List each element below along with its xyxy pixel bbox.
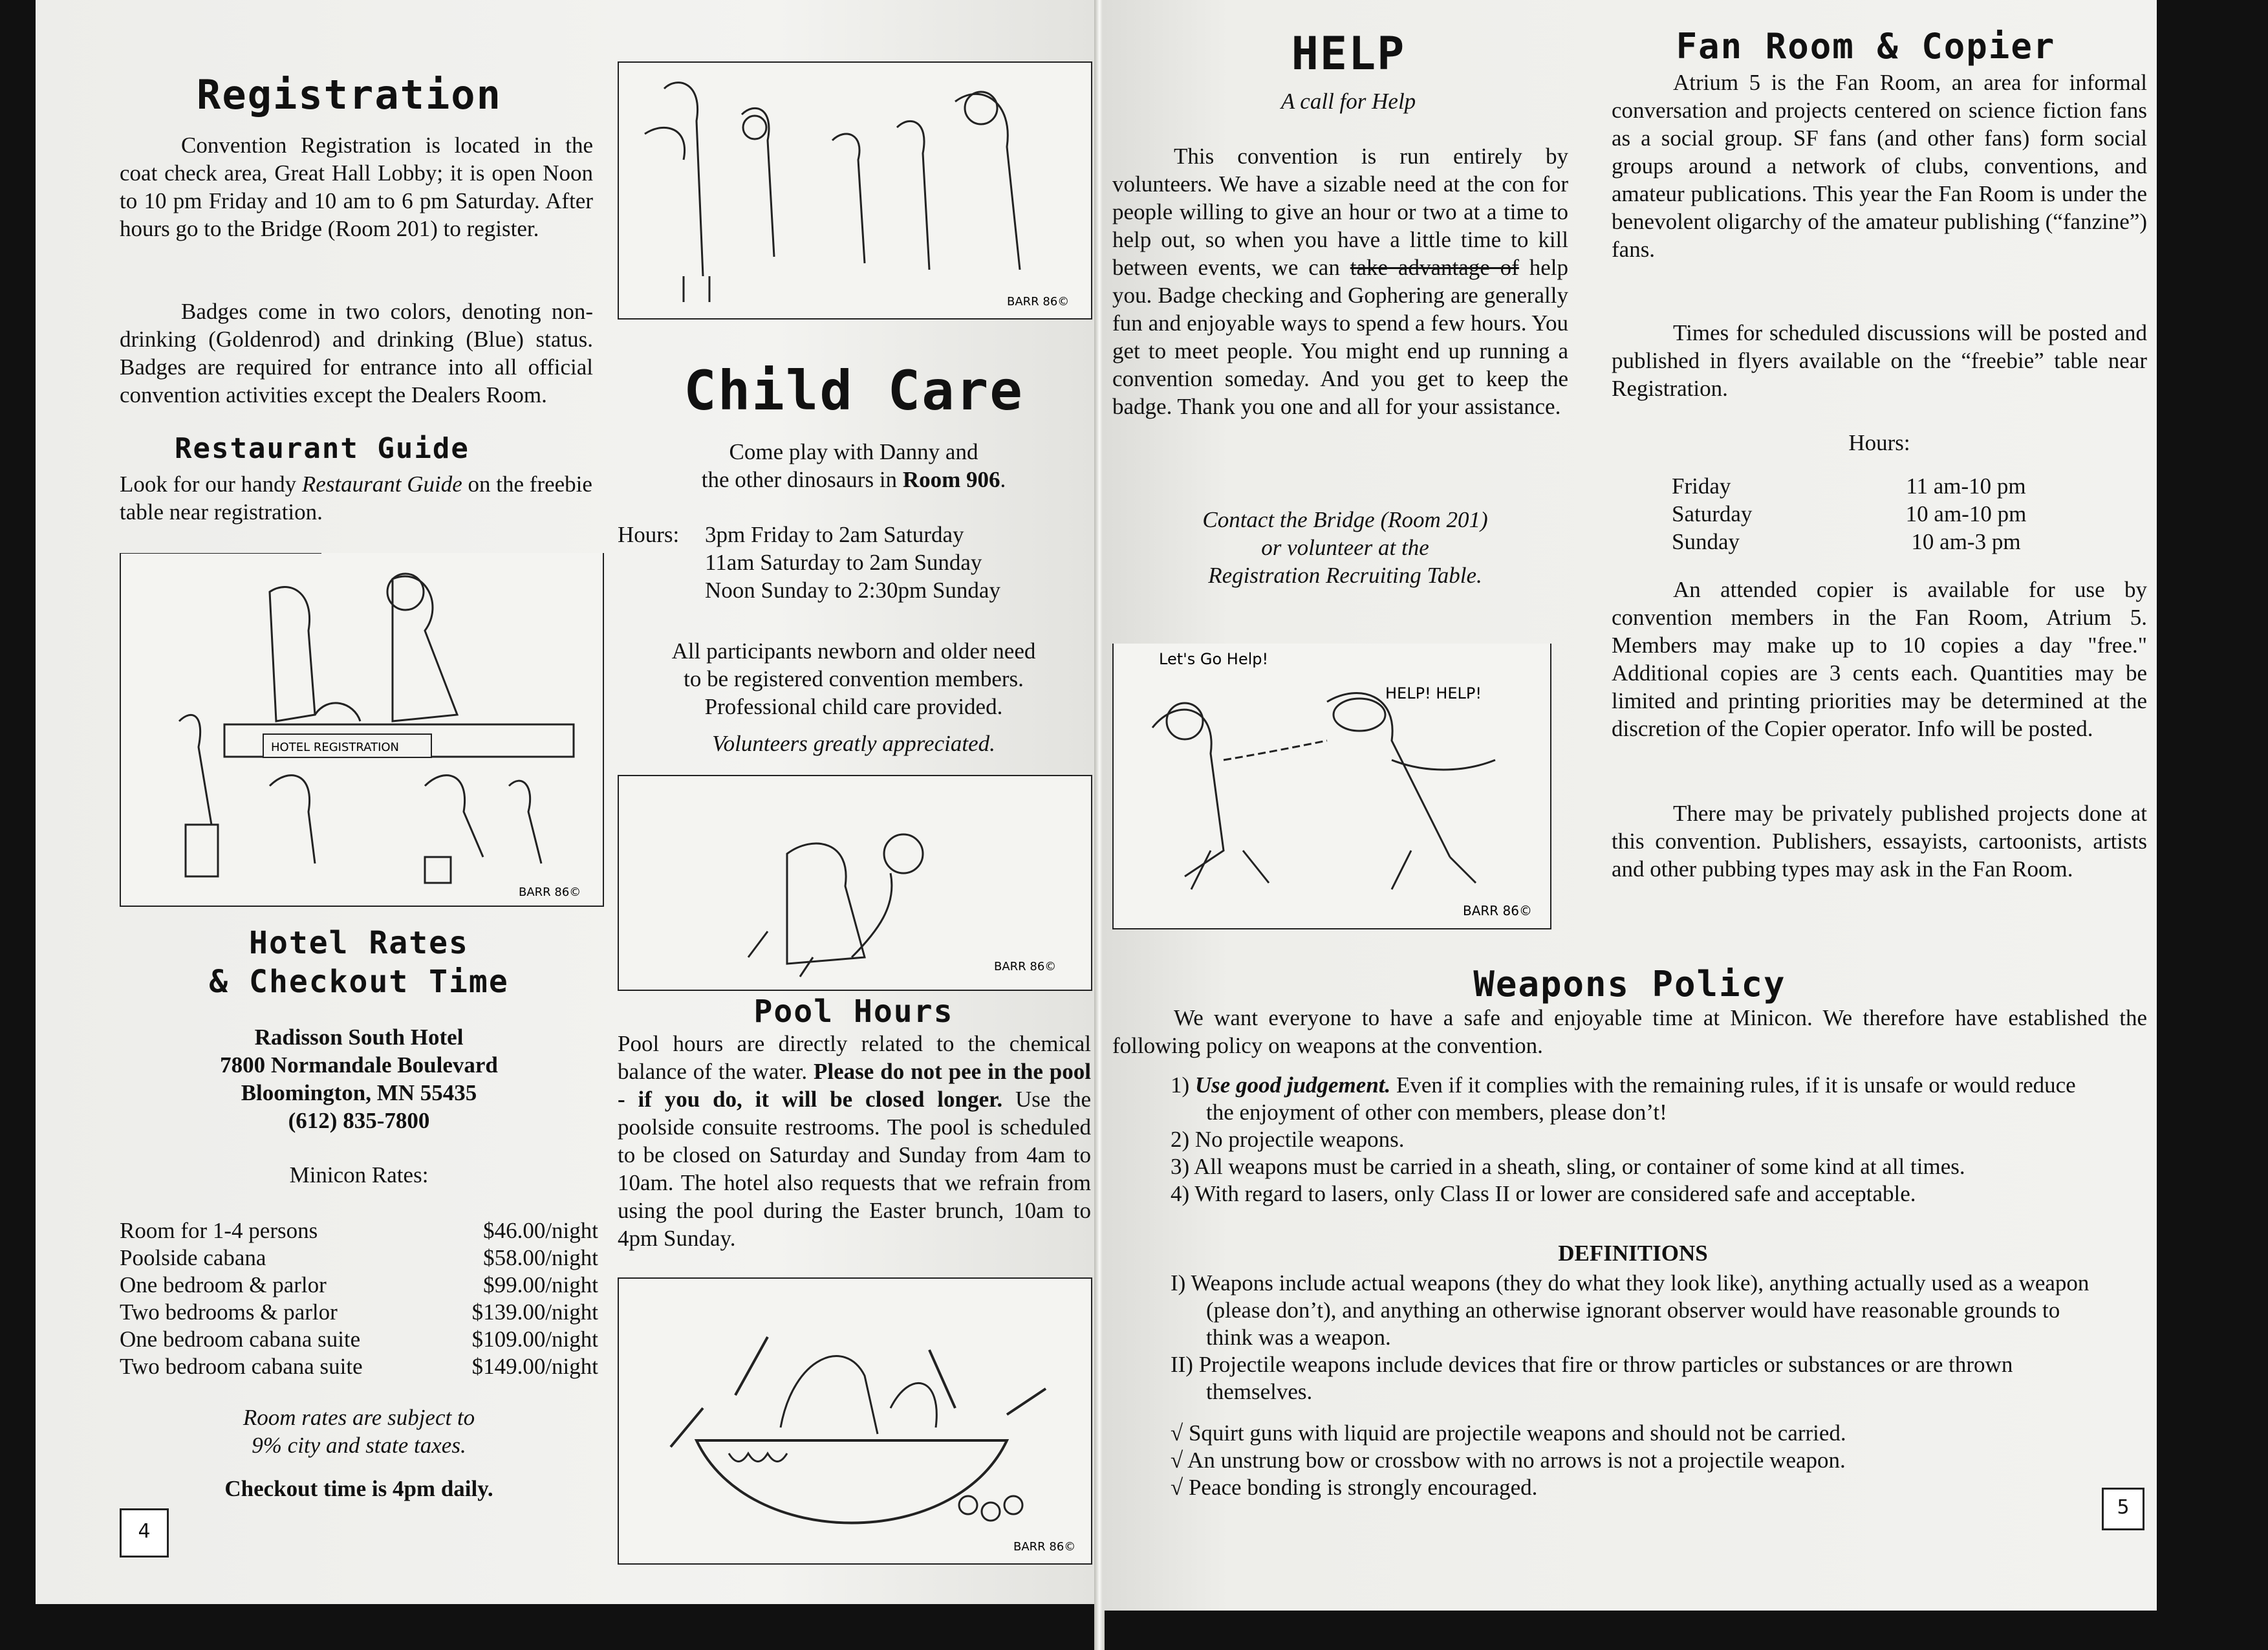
definition-item <box>1171 1270 2095 1351</box>
fan-room-hours-row <box>1672 500 2092 528</box>
rate-room: One bedroom cabana suite <box>120 1327 361 1352</box>
child-cartoon-signature: BARR 86© <box>994 960 1057 973</box>
child-care-intro-line-1: Come play with Danny and <box>729 439 978 464</box>
weapons-rule <box>1171 1153 2095 1180</box>
help-contact-line: or volunteer at the <box>1261 535 1429 560</box>
rule-number: 1) <box>1171 1072 1190 1098</box>
rates-table <box>120 1217 598 1380</box>
minicon-rates-label: Minicon Rates: <box>289 1162 429 1188</box>
weapons-note <box>1171 1420 2095 1447</box>
fan-room-time: 10 am-10 pm <box>1905 501 2027 526</box>
definition-text: Projectile weapons include devices that fire or throw particles or substances or are thrown themselves. <box>1198 1352 2013 1404</box>
help-contact-line: Contact the Bridge (Room 201) <box>1202 507 1488 532</box>
checkout-time-heading: & Checkout Time <box>209 964 509 1000</box>
tax-note <box>120 1404 598 1459</box>
hotel-cartoon-drawing <box>121 553 603 906</box>
rate-room: Two bedroom cabana suite <box>120 1354 363 1379</box>
rate-row <box>120 1244 598 1272</box>
fan-room-hours-row <box>1672 472 2092 500</box>
weapons-rule <box>1171 1180 2095 1208</box>
rate-price: $58.00/night <box>483 1245 598 1270</box>
page-number-4: 4 <box>120 1508 169 1558</box>
hotel-address <box>120 1023 598 1134</box>
fan-room-day: Sunday <box>1672 529 1740 554</box>
child-care-intro <box>618 438 1090 494</box>
definition-item <box>1171 1351 2095 1406</box>
weapons-rules-list <box>1171 1072 2095 1208</box>
weapons-note <box>1171 1447 2095 1474</box>
restaurant-guide-pre: Look for our handy <box>120 472 302 497</box>
help-subtitle: A call for Help <box>1280 89 1416 114</box>
left-page <box>36 0 1096 1604</box>
child-care-hours-item: 3pm Friday to 2am Saturday <box>705 522 964 547</box>
rate-price: $149.00/night <box>471 1354 598 1379</box>
right-page <box>1103 0 2157 1611</box>
fan-room-day: Friday <box>1672 473 1731 499</box>
fan-room-heading: Fan Room & Copier <box>1676 26 2056 67</box>
rate-price: $109.00/night <box>471 1327 598 1352</box>
fan-room-hours-row <box>1672 528 2092 556</box>
dancing-creatures-illustration <box>618 61 1092 320</box>
child-cartoon-drawing <box>619 776 1091 990</box>
child-care-notice-line: All participants newborn and older need <box>671 638 1036 664</box>
rate-row <box>120 1326 598 1353</box>
rate-row <box>120 1299 598 1326</box>
fan-room-paragraph-2: Times for scheduled discussions will be posted and published in flyers available on the “freebie” table near Registration. <box>1612 320 2147 401</box>
checkmark-icon: √ <box>1171 1420 1183 1446</box>
rate-row <box>120 1353 598 1380</box>
hotel-phone: (612) 835-7800 <box>288 1108 430 1133</box>
fan-room-hours-table <box>1672 472 2092 556</box>
rate-price: $99.00/night <box>483 1272 598 1297</box>
rule-text: All weapons must be carried in a sheath, sling, or container of some kind at all times. <box>1193 1154 1965 1179</box>
hotel-name: Radisson South Hotel <box>254 1025 464 1050</box>
pool-cartoon-drawing <box>619 1279 1091 1563</box>
note-text: An unstrung bow or crossbow with no arrows is not a projectile weapon. <box>1187 1448 1846 1473</box>
checkmark-icon: √ <box>1171 1475 1183 1500</box>
rule-number: 3) <box>1171 1154 1190 1179</box>
restaurant-guide-heading: Restaurant Guide <box>175 432 470 465</box>
pool-hours-text-2: Use the poolside consuite restrooms. The pool is scheduled to be closed on Saturday and Sunday from 4am to 10am. The hotel also requests that we refrain from using the pool during the Easter brunch, 10am to 4pm Sunday. <box>618 1087 1091 1251</box>
checkout-time: Checkout time is 4pm daily. <box>224 1476 493 1501</box>
fan-room-time: 10 am-3 pm <box>1911 529 2021 554</box>
child-care-intro-line-2 <box>618 466 1090 494</box>
page-number-5: 5 <box>2102 1488 2144 1530</box>
hotel-street: 7800 Normandale Boulevard <box>220 1052 498 1078</box>
dancing-creatures-signature: BARR 86© <box>1007 295 1070 309</box>
child-care-heading: Child Care <box>684 359 1024 422</box>
hotel-registration-illustration <box>120 553 604 907</box>
definition-text: Weapons include actual weapons (they do what they look like), anything actually used as a weapon (please don’t), and anything an otherwise ignorant observer would have reasonable grounds to think was a weapon. <box>1191 1270 2090 1350</box>
tax-note-line-2: 9% city and state taxes. <box>252 1433 466 1458</box>
hotel-registration-sign: HOTEL REGISTRATION <box>271 741 400 754</box>
weapons-rule <box>1171 1126 2095 1153</box>
help-cartoon-speech-2: HELP! HELP! <box>1385 684 1482 702</box>
restaurant-guide-text <box>120 470 598 526</box>
note-text: Peace bonding is strongly encouraged. <box>1188 1475 1538 1500</box>
pool-hours-text-1: Pool hours are directly related to the chemical balance of the water. <box>618 1031 1091 1084</box>
help-cartoon-speech-1: Let's Go Help! <box>1159 650 1269 668</box>
hotel-rates-heading: Hotel Rates <box>249 925 469 961</box>
rule-text: No projectile weapons. <box>1194 1127 1405 1152</box>
rule-emphasis: Use good judgement. <box>1194 1072 1391 1098</box>
pool-hours-text <box>618 1030 1091 1252</box>
weapons-note <box>1171 1474 2095 1501</box>
pool-hours-heading: Pool Hours <box>753 993 954 1030</box>
help-contact <box>1122 506 1568 589</box>
help-text-struck: take advantage of <box>1350 255 1519 280</box>
definition-number: I) <box>1171 1270 1186 1296</box>
hotel-city: Bloomington, MN 55435 <box>241 1080 477 1105</box>
definitions-list <box>1171 1270 2095 1406</box>
help-cartoon-drawing <box>1114 644 1550 928</box>
restaurant-guide-title-italic: Restaurant Guide <box>301 472 462 497</box>
checkmark-icon: √ <box>1171 1448 1183 1473</box>
child-care-intro-post: . <box>1000 467 1006 492</box>
note-text: Squirt guns with liquid are projectile weapons and should not be carried. <box>1188 1420 1846 1446</box>
help-paragraph <box>1112 142 1568 420</box>
rate-row <box>120 1217 598 1244</box>
rule-number: 4) <box>1171 1181 1190 1206</box>
weapons-policy-intro: We want everyone to have a safe and enjoyable time at Minicon. We therefore have established the following policy on weapons at the convention. <box>1112 1005 2147 1058</box>
rule-number: 2) <box>1171 1127 1190 1152</box>
child-care-hours <box>618 521 1000 604</box>
pool-cartoon-signature: BARR 86© <box>1013 1540 1076 1554</box>
restaurant-guide-post: on the freebie table near registration. <box>120 472 592 525</box>
help-text-pre: This convention is run entirely by volunteers. We have a sizable need at the con for people willing to give an hour or two at a time to help out, so when you have a little time to kill between events, we can <box>1112 144 1568 280</box>
fan-room-publishing-paragraph: There may be privately published projects done at this convention. Publishers, essayists, cartoonists, artists and other pubbing types may ask in the Fan Room. <box>1612 801 2147 882</box>
rate-price: $46.00/night <box>483 1218 598 1243</box>
rate-room: Room for 1-4 persons <box>120 1218 318 1243</box>
child-care-hours-list <box>705 521 1000 604</box>
fan-room-day: Saturday <box>1672 501 1753 526</box>
help-cartoon-illustration <box>1112 644 1551 929</box>
help-heading: HELP <box>1291 27 1406 80</box>
weapons-rule <box>1171 1072 2095 1126</box>
rate-room: Poolside cabana <box>120 1245 266 1270</box>
fan-room-copier-paragraph: An attended copier is available for use by convention members in the Fan Room, Atrium 5. Members may make up to 10 copies a day "free." Additional copies are 3 cents each. Quantities may be limited and printing priorities may be determined at the discretion of the Copier operator. Info will be posted. <box>1612 577 2147 741</box>
hotel-cartoon-signature: BARR 86© <box>519 885 581 899</box>
child-care-hours-item: Noon Sunday to 2:30pm Sunday <box>705 578 1000 603</box>
child-care-notice-line: to be registered convention members. <box>684 666 1024 691</box>
child-care-notice-line: Professional child care provided. <box>704 694 1003 719</box>
child-care-hours-label: Hours: <box>618 522 680 547</box>
registration-heading: Registration <box>197 71 502 118</box>
rule-text: Even if it complies with the remaining rules, if it is unsafe or would reduce the enjoyment of other con members, please don’t! <box>1206 1072 2076 1125</box>
fan-room-time: 11 am-10 pm <box>1906 473 2026 499</box>
help-cartoon-signature: BARR 86© <box>1463 903 1533 918</box>
tax-note-line-1: Room rates are subject to <box>243 1405 475 1430</box>
child-care-intro-pre: the other dinosaurs in <box>701 467 903 492</box>
pool-cartoon-illustration <box>618 1277 1092 1565</box>
weapons-notes-list <box>1171 1420 2095 1501</box>
dancing-creatures-drawing <box>619 63 1091 318</box>
child-care-notice <box>618 637 1090 757</box>
rule-text: With regard to lasers, only Class II or lower are considered safe and acceptable. <box>1194 1181 1916 1206</box>
child-cartoon-illustration <box>618 775 1092 991</box>
child-care-room: Room 906 <box>902 467 1000 492</box>
rate-room: Two bedrooms & parlor <box>120 1299 338 1325</box>
definition-number: II) <box>1171 1352 1193 1377</box>
child-care-hours-item: 11am Saturday to 2am Sunday <box>705 550 982 575</box>
fan-room-hours-label: Hours: <box>1848 430 1910 455</box>
registration-paragraph-1: Convention Registration is located in the coat check area, Great Hall Lobby; it is open Noon to 10 pm Friday and 10 am to 6 pm Saturday. After hours go to the Bridge (Room 201) to register. <box>120 133 593 241</box>
definitions-heading: DEFINITIONS <box>1558 1241 1708 1266</box>
child-care-volunteers: Volunteers greatly appreciated. <box>712 731 995 756</box>
weapons-policy-heading: Weapons Policy <box>1473 964 1786 1004</box>
help-text-post: help you. Badge checking and Gophering are generally fun and enjoyable ways to spend a few hours. You get to meet people. You might end up running a convention someday. And you get to keep the badge. Thank you one and all for your assistance. <box>1112 255 1568 419</box>
registration-paragraph-2: Badges come in two colors, denoting non-drinking (Goldenrod) and drinking (Blue) status. Badges are required for entrance into all official convention activities except the Dealers Room. <box>120 299 593 407</box>
fan-room-paragraph-1: Atrium 5 is the Fan Room, an area for informal conversation and projects centered on science fiction fans as a social group. SF fans (and other fans) form social groups around a network of clubs, conventions, and amateur publications. This year the Fan Room is under the benevolent oligarchy of the amateur publishing (“fanzine”) fans. <box>1612 70 2148 262</box>
help-contact-line: Registration Recruiting Table. <box>1208 563 1482 588</box>
rate-room: One bedroom & parlor <box>120 1272 327 1297</box>
rate-price: $139.00/night <box>471 1299 598 1325</box>
rate-row <box>120 1272 598 1299</box>
pool-hours-warning: Please do not pee in the pool - if you do, it will be closed longer. <box>618 1059 1091 1112</box>
